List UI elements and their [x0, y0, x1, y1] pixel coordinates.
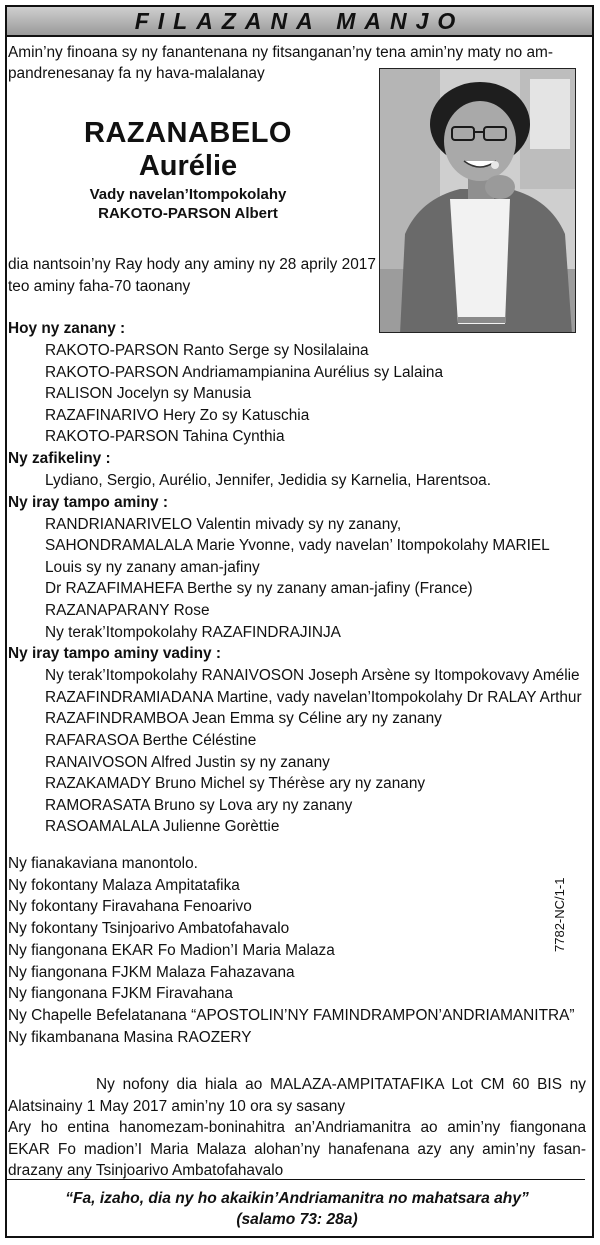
- family-member: RAZANAPARANY Rose: [45, 601, 210, 619]
- family-group-title: Hoy ny zanany :: [8, 320, 126, 337]
- family-member: RALISON Jocelyn sy Manusia: [45, 385, 252, 403]
- spouse-line-1: Vady navelan’Itompokolahy: [89, 186, 287, 203]
- family-member: RAFARASOA Berthe Céléstine: [45, 731, 257, 749]
- family-group-title: Ny iray tampo aminy vadiny :: [8, 645, 221, 663]
- family-member: RAZAKAMADY Bruno Michel sy Thérèse ary ny zanany: [45, 775, 426, 793]
- community-list: [8, 853, 586, 1048]
- funeral-departure-paragraph: Ny nofony dia hiala ao MALAZA-AMPITATAFIKA Lot CM 60 BIS ny Alatsinainy 1 May 2017 amin’ny 10 ora sy sasany: [8, 1076, 586, 1115]
- family-group-title: Ny iray tampo aminy :: [8, 493, 168, 511]
- community-item: Ny fiangonana FJKM Malaza Fahazavana: [8, 963, 295, 981]
- family-member: RAKOTO-PARSON Ranto Serge sy Nosilalaina: [45, 342, 369, 359]
- community-item: Ny fikambanana Masina RAOZERY: [8, 1028, 252, 1046]
- community-item: Ny fiangonana EKAR Fo Madion’I Maria Malaza: [8, 941, 335, 959]
- family-member: RAMORASATA Bruno sy Lova ary ny zanany: [45, 796, 353, 814]
- family-member: RAZAFINDRAMBOA Jean Emma sy Céline ary ny zanany: [45, 710, 442, 728]
- bible-verse: [8, 1188, 586, 1230]
- community-item: Ny fokontany Malaza Ampitatafika: [8, 876, 240, 894]
- family-member: Ny terak’Itompokolahy RANAIVOSON Joseph Arsène sy Itompokovavy Amélie: [45, 667, 580, 685]
- family-member: RAZAFINARIVO Hery Zo sy Katuschia: [45, 406, 310, 424]
- deceased-surname: RAZANABELO: [84, 117, 292, 149]
- notice-banner-title: FILAZANA MANJO: [7, 7, 592, 37]
- family-group-title: Ny zafikeliny :: [8, 449, 111, 467]
- community-item: Ny fokontany Firavahana Fenoarivo: [8, 898, 252, 916]
- death-date-line: dia nantsoin’ny Ray hody any aminy ny 28 aprily 2017: [8, 256, 376, 273]
- family-member: Dr RAZAFIMAHEFA Berthe sy ny zanany aman-jafiny (France): [45, 580, 473, 598]
- section-divider: [7, 1179, 585, 1180]
- family-member: RANAIVOSON Alfred Justin sy ny zanany: [45, 753, 330, 771]
- family-member: Louis sy ny zanany aman-jafiny: [45, 558, 260, 576]
- advert-reference-code: 7782-NC/1-1: [552, 877, 567, 952]
- community-item: Ny fianakaviana manontolo.: [8, 855, 198, 872]
- death-age-line: teo aminy faha-70 taonany: [8, 277, 191, 295]
- family-group: [8, 643, 588, 838]
- family-group: [8, 318, 588, 448]
- verse-source: (salamo 73: 28a): [236, 1211, 358, 1228]
- family-group: [8, 448, 588, 492]
- family-list: [8, 318, 588, 838]
- community-item: Ny Chapelle Befelatanana “APOSTOLIN’NY FAMINDRAMPON’ANDRIAMANITRA”: [8, 1006, 575, 1024]
- family-member: Ny terak’Itompokolahy RAZAFINDRAJINJA: [45, 623, 341, 641]
- family-member: SAHONDRAMALALA Marie Yvonne, vady navelan’ Itompokolahy MARIEL: [45, 537, 550, 555]
- family-member: RAZAFINDRAMIADANA Martine, vady navelan’Itompokolahy Dr RALAY Arthur: [45, 688, 582, 706]
- spouse-line-2: RAKOTO-PARSON Albert: [98, 205, 278, 222]
- deceased-given-name: Aurélie: [138, 150, 238, 182]
- family-member: Lydiano, Sergio, Aurélio, Jennifer, Jedidia sy Karnelia, Harentsoa.: [45, 471, 492, 489]
- deceased-name-block: [8, 117, 368, 223]
- family-member: RASOAMALALA Julienne Gorèttie: [45, 818, 280, 836]
- death-announcement: [8, 254, 378, 297]
- family-member: RANDRIANARIVELO Valentin mivady sy ny zanany,: [45, 515, 402, 533]
- family-group: [8, 492, 588, 644]
- funeral-ceremony-paragraph: Ary ho entina hanomezam-boninahitra an’Andriamanitra ao amin’ny fiangonana EKAR Fo madion’I Maria Malaza alohan’ny hanafenana azy any amin’ny fasan-drazany any Tsinjoarivo Ambatofahavalo: [8, 1119, 586, 1180]
- community-item: Ny fokontany Tsinjoarivo Ambatofahavalo: [8, 920, 290, 938]
- verse-quote: “Fa, izaho, dia ny ho akaikin’Andriamanitra no mahatsara ahy”: [65, 1190, 529, 1207]
- community-item: Ny fiangonana FJKM Firavahana: [8, 985, 233, 1003]
- funeral-details: [8, 1074, 586, 1182]
- family-member: RAKOTO-PARSON Andriamampianina Aurélius sy Lalaina: [45, 363, 444, 381]
- deceased-portrait-photo: [379, 68, 576, 333]
- family-member: RAKOTO-PARSON Tahina Cynthia: [45, 428, 285, 446]
- intro-paragraph: Amin’ny finoana sy ny fanantenana ny fitsanganan’ny tena amin’ny maty no am-pandrenesanay fa ny hava-malalanay: [8, 44, 553, 82]
